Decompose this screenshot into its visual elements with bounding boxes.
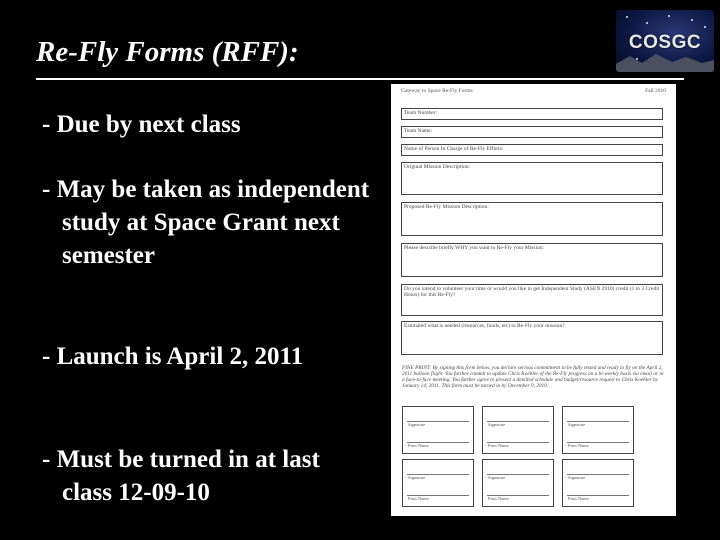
slide-title: Re-Fly Forms (RFF): <box>36 36 299 68</box>
signature-box: Signature Print Name <box>482 459 554 507</box>
form-field: Proposed Re-Fly Mission Description: <box>401 202 663 236</box>
form-header-title: Gateway to Space Re-Fly Forms <box>401 88 473 94</box>
logo-text: COSGC <box>628 32 702 53</box>
form-field: Name of Person In Charge of Re-Fly Efforts: <box>401 144 663 156</box>
signature-box: Signature Print Name <box>562 406 634 454</box>
form-field: Original Mission Description: <box>401 162 663 195</box>
form-field: Do you intend to volunteer your time or would you like to get Independent Study (ASEN 2910) credit (1 to 3 Credit Hours) for this Re-Fly? <box>401 284 663 316</box>
signature-box: Signature Print Name <box>482 406 554 454</box>
form-field: Estimated what is needed (resources, funds, etc) to Re-Fly your mission? <box>401 321 663 355</box>
cosgc-logo <box>616 10 714 72</box>
signature-box: Signature Print Name <box>402 406 474 454</box>
bullet-item: - May be taken as independent study at Space Grant next semester <box>42 176 370 269</box>
form-header <box>401 88 666 94</box>
bullet-item: - Must be turned in at last class 12-09-10 <box>42 446 320 506</box>
signature-box: Signature Print Name <box>562 459 634 507</box>
form-field: Please describe briefly WHY you want to Re-Fly your Mission: <box>401 243 663 277</box>
refly-form-image <box>391 84 676 516</box>
bullet-item: - Due by next class <box>42 111 241 138</box>
form-field: Team Number: <box>401 108 663 120</box>
title-rule <box>36 78 684 80</box>
form-header-term: Fall 2010 <box>645 88 666 94</box>
signature-box: Signature Print Name <box>402 459 474 507</box>
fine-print: FINE PRINT: By signing this form below, you declare serious commitment to be fully tested and ready to fly on the April 2, 2011 balloon flight. You further commit to update Chris Koehler of the Re-Fly progress on a bi-weekly basis via email or in a face-to-face meeting. You further agree to present a detailed schedule and budget/resource request to Chris Koehler by January 14, 2011. This form must be turned in by December 9, 2010. <box>402 365 664 389</box>
form-field: Team Name: <box>401 126 663 138</box>
bullet-item: - Launch is April 2, 2011 <box>42 343 304 370</box>
